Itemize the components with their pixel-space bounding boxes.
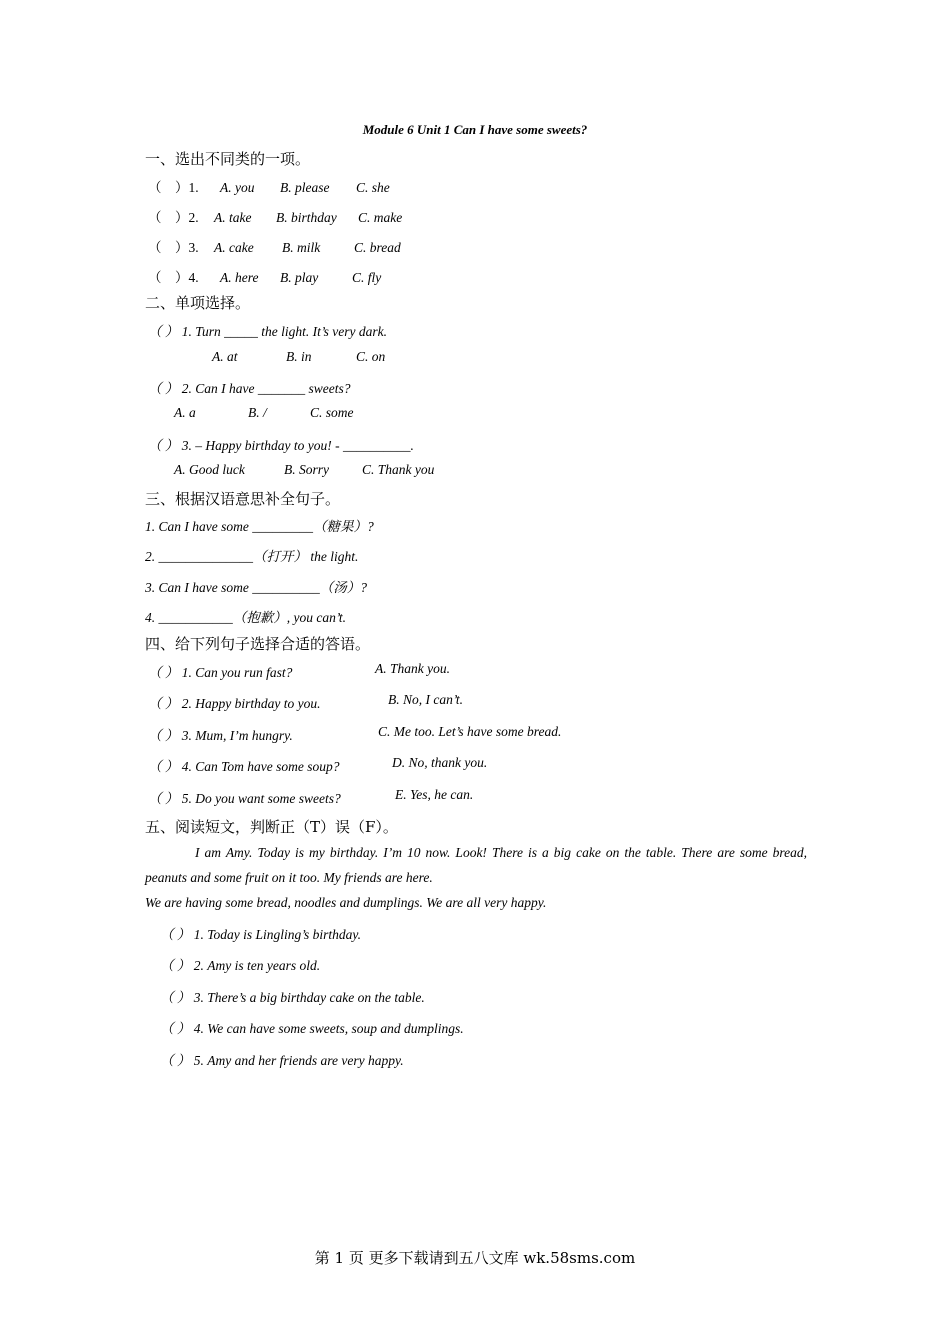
section-5-heading: 五、阅读短文，判断正（T）误（F）。 [145,818,398,836]
s2-q3: （ ） 3. – Happy birthday to you! - __________. [148,438,414,453]
s5-item-4: （ ） 4. We can have some sweets, soup and dumplings. [160,1021,464,1036]
s3-line-1: 1. Can I have some _________（糖果）? [145,519,374,534]
section-3-heading: 三、根据汉语意思补全句子。 [145,490,341,508]
s5-item-5: （ ） 5. Amy and her friends are very happy. [160,1053,404,1068]
s4-q1: （ ） 1. Can you run fast? [148,665,293,680]
s2-q2-options: A. a B. / C. some [174,405,354,420]
reading-passage-para-1: I am Amy. Today is my birthday. I’m 10 now. Look! There is a big cake on the table. There are some bread, peanuts and some fruit on it too. My friends are here. [145,845,807,885]
s4-q4: （ ） 4. Can Tom have some soup? [148,759,340,774]
s2-q1-options: A. at B. in C. on [212,349,386,364]
s1-item-1: （ ）1. A. you B. please C. she [148,180,390,195]
s4-q5: （ ） 5. Do you want some sweets? [148,791,341,806]
s3-line-4: 4. ___________（抱歉）, you can’t. [145,610,346,625]
s3-line-2: 2. ______________（打开） the light. [145,549,359,564]
s4-q3: （ ） 3. Mum, I’m hungry. [148,728,293,743]
s2-q1: （ ） 1. Turn _____ the light. It’s very dark. [148,324,387,339]
s1-item-2: （ ）2. A. take B. birthday C. make [148,210,403,225]
s1-item-3: （ ）3. A. cake B. milk C. bread [148,240,401,255]
s4-q2: （ ） 2. Happy birthday to you. [148,696,321,711]
section-4-heading: 四、给下列句子选择合适的答语。 [145,635,371,653]
page-footer: 第 1 页 更多下载请到五八文库 wk.58sms.com [314,1249,636,1267]
section-2-heading: 二、单项选择。 [145,294,251,312]
s2-q2: （ ） 2. Can I have _______ sweets? [148,381,351,396]
s4-a1: A. Thank you. [375,661,450,676]
s4-a5: E. Yes, he can. [395,787,474,802]
s2-q3-options: A. Good luck B. Sorry C. Thank you [174,462,435,477]
s5-item-3: （ ） 3. There’s a big birthday cake on the table. [160,990,425,1005]
reading-passage-para-2: We are having some bread, noodles and dumplings. We are all very happy. [145,895,547,910]
s4-a3: C. Me too. Let’s have some bread. [378,724,562,739]
s1-item-4: （ ）4. A. here B. play C. fly [148,270,382,285]
section-1-heading: 一、选出不同类的一项。 [145,150,311,168]
s4-a4: D. No, thank you. [392,755,488,770]
s3-line-3: 3. Can I have some __________（汤）? [145,580,367,595]
s5-item-2: （ ） 2. Amy is ten years old. [160,958,321,973]
s5-item-1: （ ） 1. Today is Lingling’s birthday. [160,927,362,942]
page-title: Module 6 Unit 1 Can I have some sweets? [362,122,588,137]
s4-a2: B. No, I can’t. [388,692,463,707]
